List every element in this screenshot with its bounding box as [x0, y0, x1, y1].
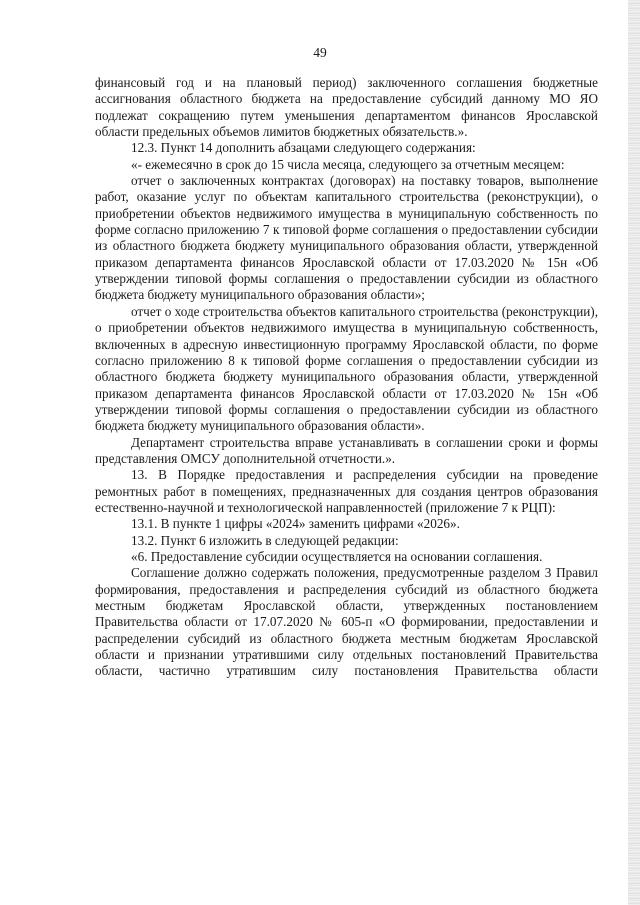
- document-body: [95, 75, 598, 680]
- paragraph-4: отчет о заключенных контрактах (договорах) на поставку товаров, выполнение работ, оказание услуг по объектам капитального строительства (реконструкции), о приобретении объектов недвижимого имущества в муниципальную собственность по форме согласно приложению 7 к типовой форме соглашения о предоставлении субсидии из областного бюджета бюджету муниципального образования области, утвержденной приказом департамента финансов Ярославской области от 17.03.2020 № 15н «Об утверждении типовой формы соглашения о предоставлении субсидии из областного бюджета бюджету муниципального образования области»;: [95, 173, 598, 303]
- paragraph-5: отчет о ходе строительства объектов капитального строительства (реконструкции), о приобретении объектов недвижимого имущества в муниципальную собственность, включенных в адресную инвестиционную программу Ярославской области, по форме согласно приложению 8 к типовой форме соглашения о предоставлении субсидии из областного бюджета бюджету муниципального образования области, утвержденной приказом департамента финансов Ярославской области от 17.03.2020 № 15н «Об утверждении типовой формы соглашения о предоставлении субсидии из областного бюджета бюджету муниципального образования области».: [95, 303, 598, 434]
- paragraph-6: Департамент строительства вправе устанавливать в соглашении сроки и формы представления ОМСУ дополнительной отчетности.».: [95, 434, 598, 466]
- paragraph-1: финансовый год и на плановый период) заключенного соглашения бюджетные ассигнования областного бюджета на предоставление субсидий данному МО ЯО подлежат сокращению путем уменьшения департаментом финансов Ярославской области предельных объемов лимитов бюджетных обязательств.».: [95, 75, 598, 140]
- paragraph-11: Соглашение должно содержать положения, предусмотренные разделом 3 Правил формирования, предоставления и распределения субсидий из областного бюджета местным бюджетам Ярославской области, утвержденных постановлением Правительства области от 17.07.2020 № 605-п «О формировании, предоставлении и распределении субсидий из областного бюджета местным бюджетам Ярославской области и признании утратившими силу отдельных постановлений Правительства области, частично утратившим силу постановления Правительства области: [95, 565, 598, 679]
- scan-page-edge: [628, 0, 640, 905]
- paragraph-2: 12.3. Пункт 14 дополнить абзацами следующего содержания:: [131, 140, 476, 156]
- paragraph-9: 13.2. Пункт 6 изложить в следующей редакции:: [131, 532, 399, 548]
- paragraph-10: «6. Предоставление субсидии осуществляется на основании соглашения.: [131, 548, 543, 564]
- page-number: 49: [313, 45, 327, 60]
- paragraph-3: «- ежемесячно в срок до 15 числа месяца, следующего за отчетным месяцем:: [131, 156, 565, 172]
- paragraph-7: 13. В Порядке предоставления и распределения субсидии на проведение ремонтных работ в помещениях, предназначенных для создания центров образования естественно-научной и технологической направленностей (приложение 7 к РЦП):: [95, 467, 598, 515]
- paragraph-8: 13.1. В пункте 1 цифры «2024» заменить цифрами «2026».: [131, 516, 460, 532]
